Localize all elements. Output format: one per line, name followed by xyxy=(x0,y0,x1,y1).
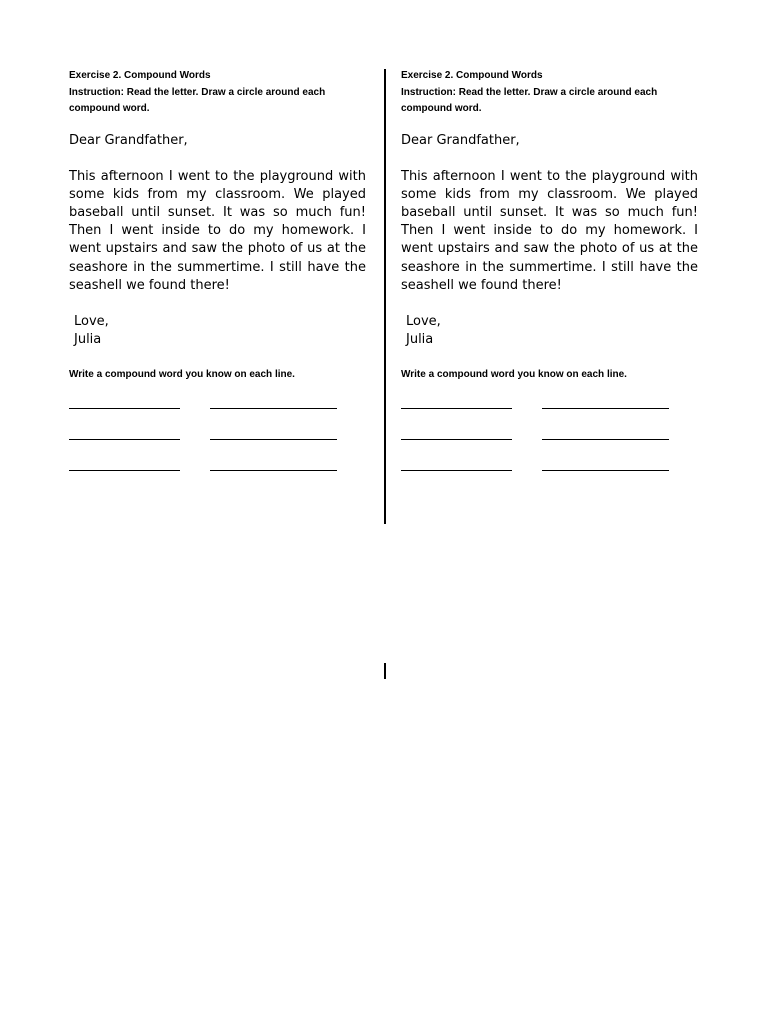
answer-blank xyxy=(401,396,512,409)
worksheet-right xyxy=(401,68,698,489)
answer-row xyxy=(69,396,366,427)
letter-signature: Julia xyxy=(74,331,102,347)
answer-blank xyxy=(210,396,337,409)
answer-lines xyxy=(401,396,698,489)
instruction-line: compound word. xyxy=(69,103,150,114)
answer-blank xyxy=(542,396,669,409)
exercise-title: Exercise 2. Compound Words xyxy=(401,70,543,81)
answer-row xyxy=(69,458,366,489)
column-divider xyxy=(384,69,386,524)
letter-closing: Love, xyxy=(74,313,109,329)
answer-row xyxy=(69,427,366,458)
letter-closing: Love, xyxy=(406,313,441,329)
answer-row xyxy=(401,458,698,489)
letter-body: This afternoon I went to the playground with some kids from my classroom. We played baseball until sunset. It was so much fun! Then I went inside to do my homework. I went upstairs and saw the photo of us at the seashore in the summertime. I still have the seashell we found there! xyxy=(401,168,698,293)
answer-blank xyxy=(69,396,180,409)
letter-closing-block xyxy=(406,313,698,349)
letter-body: This afternoon I went to the playground with some kids from my classroom. We played baseball until sunset. It was so much fun! Then I went inside to do my homework. I went upstairs and saw the photo of us at the seashore in the summertime. I still have the seashell we found there! xyxy=(69,168,366,293)
answer-blank xyxy=(69,458,180,471)
answer-blank xyxy=(542,427,669,440)
letter-closing-block xyxy=(74,313,366,349)
exercise-title: Exercise 2. Compound Words xyxy=(69,70,211,81)
answer-blank xyxy=(69,427,180,440)
answer-blank xyxy=(401,458,512,471)
compound-word-prompt: Write a compound word you know on each line. xyxy=(401,368,627,380)
instruction-line: compound word. xyxy=(401,103,482,114)
text-cursor-mark xyxy=(384,663,386,679)
letter-greeting: Dear Grandfather, xyxy=(401,132,520,148)
answer-blank xyxy=(210,458,337,471)
answer-blank xyxy=(401,427,512,440)
worksheet-left xyxy=(69,68,366,489)
answer-row xyxy=(401,427,698,458)
instruction-line: Instruction: Read the letter. Draw a circle around each xyxy=(401,86,658,98)
letter-greeting: Dear Grandfather, xyxy=(69,132,188,148)
answer-row xyxy=(401,396,698,427)
answer-blank xyxy=(210,427,337,440)
answer-lines xyxy=(69,396,366,489)
compound-word-prompt: Write a compound word you know on each line. xyxy=(69,368,295,380)
answer-blank xyxy=(542,458,669,471)
instruction-line: Instruction: Read the letter. Draw a circle around each xyxy=(69,86,326,98)
letter-signature: Julia xyxy=(406,331,434,347)
